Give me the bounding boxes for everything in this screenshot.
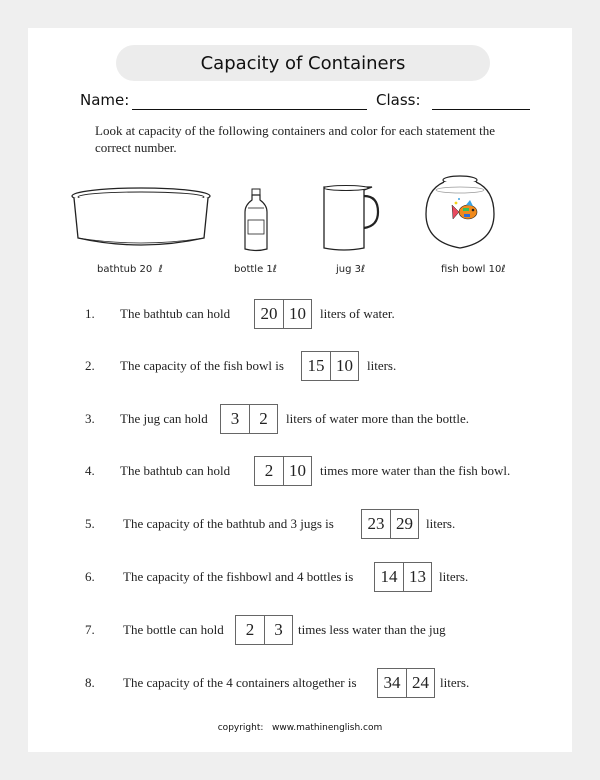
answer-option[interactable]: 29 — [390, 510, 418, 538]
question-suffix: liters of water more than the bottle. — [286, 411, 470, 426]
page-title: Capacity of Containers — [116, 45, 490, 81]
answer-option[interactable]: 10 — [330, 352, 358, 380]
question-number: 5. — [85, 516, 95, 531]
class-field[interactable] — [432, 91, 530, 110]
question-suffix: liters. — [426, 516, 456, 531]
instructions: Look at capacity of the following containers and color for each statement the correct number. — [95, 123, 495, 155]
question-text: The bottle can hold — [123, 622, 224, 637]
question-text: The bathtub can hold — [120, 306, 231, 321]
question-text: The capacity of the fishbowl and 4 bottles is — [123, 569, 354, 584]
answer-option[interactable]: 2 — [245, 620, 255, 639]
container-label-jug: jug 3ℓ — [336, 264, 366, 275]
answer-choices — [235, 615, 293, 645]
answer-option[interactable]: 2 — [249, 405, 277, 433]
answer-choices — [301, 351, 359, 381]
jug-icon — [320, 184, 382, 252]
bathtub-icon — [70, 186, 212, 252]
answer-option[interactable]: 3 — [264, 616, 292, 644]
answer-option[interactable]: 15 — [307, 356, 325, 375]
answer-option[interactable]: 2 — [264, 461, 274, 480]
question-suffix: times more water than the fish bowl. — [320, 463, 511, 478]
container-label-bottle: bottle 1ℓ — [234, 264, 277, 275]
question-text: The jug can hold — [120, 411, 208, 426]
container-label-bathtub: bathtub 20 ℓ — [97, 264, 163, 275]
answer-option[interactable]: 34 — [383, 673, 401, 692]
question-number: 1. — [85, 306, 95, 321]
answer-option[interactable]: 14 — [380, 567, 398, 586]
question-suffix: liters. — [439, 569, 469, 584]
answer-option[interactable]: 10 — [283, 457, 311, 485]
question-suffix: times less water than the jug — [298, 622, 446, 637]
name-field[interactable] — [132, 91, 367, 110]
container-label-fishbowl: fish bowl 10ℓ — [441, 264, 506, 275]
question-text: The capacity of the fish bowl is — [120, 358, 284, 373]
question-number: 4. — [85, 463, 95, 478]
answer-option[interactable]: 24 — [406, 669, 434, 697]
question-suffix: liters of water. — [320, 306, 395, 321]
answer-choices — [254, 456, 312, 486]
answer-choices — [254, 299, 312, 329]
bottle-icon — [242, 188, 270, 252]
answer-option[interactable]: 20 — [260, 304, 278, 323]
question-number: 3. — [85, 411, 95, 426]
class-label: Class: — [376, 91, 421, 109]
answer-choices — [374, 562, 432, 592]
answer-choices — [377, 668, 435, 698]
answer-option[interactable]: 13 — [403, 563, 431, 591]
fishbowl-icon — [424, 172, 496, 250]
name-label: Name: — [80, 91, 130, 109]
name-class-row — [80, 91, 540, 115]
answer-choices — [361, 509, 419, 539]
question-number: 2. — [85, 358, 95, 373]
question-number: 6. — [85, 569, 95, 584]
copyright-footer: copyright: www.mathinenglish.com — [217, 723, 383, 733]
answer-choices — [220, 404, 278, 434]
question-number: 8. — [85, 675, 95, 690]
question-text: The capacity of the 4 containers altogether is — [123, 675, 357, 690]
question-text: The capacity of the bathtub and 3 jugs is — [123, 516, 334, 531]
answer-option[interactable]: 23 — [367, 514, 385, 533]
answer-option[interactable]: 10 — [283, 300, 311, 328]
question-number: 7. — [85, 622, 95, 637]
question-suffix: liters. — [367, 358, 397, 373]
question-suffix: liters. — [440, 675, 470, 690]
answer-option[interactable]: 3 — [230, 409, 240, 428]
question-text: The bathtub can hold — [120, 463, 231, 478]
